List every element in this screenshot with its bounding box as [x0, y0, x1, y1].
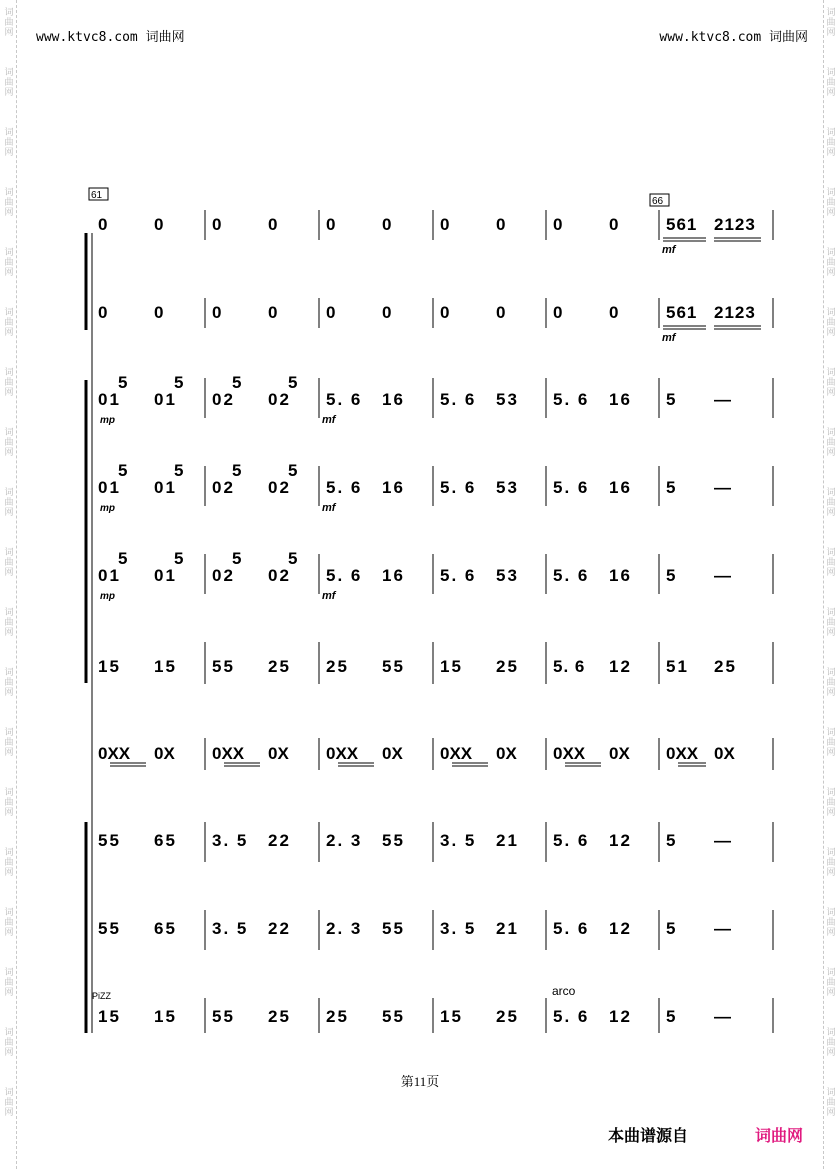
watermark-glyph: 曲 — [4, 378, 14, 388]
watermark-glyph: 词 — [826, 548, 836, 558]
note: 25 — [268, 657, 291, 676]
watermark-glyph: 词 — [4, 248, 14, 258]
watermark-glyph: 词 — [826, 188, 836, 198]
watermark-glyph: 曲 — [826, 558, 836, 568]
note: 25 — [326, 1007, 349, 1026]
watermark-glyph: 词 — [4, 488, 14, 498]
watermark-glyph: 词 — [826, 848, 836, 858]
dynamic-mf: mf — [322, 590, 336, 602]
upper-note: 5 — [288, 461, 298, 480]
note: 53 — [496, 478, 519, 497]
watermark-glyph: 词 — [826, 68, 836, 78]
pizz-label: PiZZ — [92, 991, 111, 1001]
note: 0 — [382, 215, 392, 234]
note: 12 — [609, 919, 632, 938]
watermark-glyph: 网 — [4, 688, 14, 698]
note: 5. 6 — [553, 566, 590, 585]
watermark-glyph: 网 — [826, 328, 836, 338]
note: 561 — [666, 303, 698, 322]
note: 55 — [382, 1007, 405, 1026]
note: 0X — [268, 744, 289, 763]
watermark-glyph: 曲 — [4, 918, 14, 928]
watermark-glyph: 词 — [4, 128, 14, 138]
note: 5 — [666, 919, 678, 938]
note: 65 — [154, 831, 177, 850]
note: 5. 6 — [553, 478, 590, 497]
watermark-glyph: 曲 — [4, 18, 14, 28]
watermark-glyph: 曲 — [826, 1098, 836, 1108]
underlines — [110, 238, 761, 766]
watermark-glyph: 网 — [826, 388, 836, 398]
note: 0 — [440, 215, 450, 234]
note: 25 — [496, 1007, 519, 1026]
watermark-glyph: 曲 — [826, 378, 836, 388]
watermark-glyph: 曲 — [826, 438, 836, 448]
upper-note: 5 — [118, 373, 128, 392]
watermark-glyph: 网 — [826, 448, 836, 458]
note: 0 — [553, 303, 563, 322]
watermark-glyph: 曲 — [4, 798, 14, 808]
note: 5 — [666, 478, 678, 497]
note: 0 — [268, 215, 278, 234]
watermark-glyph: 曲 — [4, 558, 14, 568]
dynamic-mf: mf — [662, 244, 676, 256]
note: 5. 6 — [326, 478, 363, 497]
upper-note: 5 — [232, 373, 242, 392]
note: 0 — [326, 303, 336, 322]
note: 02 — [212, 566, 235, 585]
dynamic-mp: mp — [100, 591, 115, 602]
note: 3. 5 — [212, 831, 249, 850]
watermark-glyph: 词 — [826, 308, 836, 318]
upper-note: 5 — [288, 549, 298, 568]
note: — — [714, 919, 733, 938]
watermark-glyph: 网 — [826, 208, 836, 218]
watermark-glyph: 曲 — [4, 138, 14, 148]
watermark-glyph: 词 — [4, 968, 14, 978]
note: 02 — [268, 478, 291, 497]
note: 01 — [98, 566, 121, 585]
note: 55 — [98, 831, 121, 850]
note: 5. 6 — [440, 566, 477, 585]
note: 5 — [666, 831, 678, 850]
note: 0 — [609, 215, 619, 234]
watermark-glyph: 词 — [826, 1088, 836, 1098]
watermark-glyph: 词 — [4, 8, 14, 18]
watermark-glyph: 网 — [4, 268, 14, 278]
note: — — [714, 831, 733, 850]
note: 5. 6 — [440, 390, 477, 409]
watermark-glyph: 网 — [4, 508, 14, 518]
note: 5. 6 — [553, 1007, 590, 1026]
watermark-glyph: 曲 — [826, 258, 836, 268]
watermark-glyph: 曲 — [4, 978, 14, 988]
watermark-glyph: 网 — [826, 148, 836, 158]
watermark-glyph: 曲 — [826, 738, 836, 748]
lower-strings — [98, 831, 733, 1026]
note: 01 — [98, 390, 121, 409]
note: 5. 6 — [326, 566, 363, 585]
note: 5. 6 — [326, 390, 363, 409]
watermark-glyph: 曲 — [4, 78, 14, 88]
barlines — [205, 210, 773, 1033]
watermark-glyph: 词 — [4, 548, 14, 558]
watermark-glyph: 曲 — [826, 498, 836, 508]
note: — — [714, 390, 733, 409]
watermark-glyph: 网 — [4, 388, 14, 398]
note: 02 — [212, 390, 235, 409]
watermark-glyph: 曲 — [826, 318, 836, 328]
upper-note: 5 — [118, 549, 128, 568]
note: 02 — [268, 566, 291, 585]
note: 25 — [496, 657, 519, 676]
note: 0X — [154, 744, 175, 763]
watermark-glyph: 网 — [4, 448, 14, 458]
watermark-glyph: 曲 — [4, 678, 14, 688]
dynamic-mp: mp — [100, 415, 115, 426]
arco-label: arco — [552, 984, 576, 998]
note: 0XX — [666, 744, 699, 763]
note: 0X — [714, 744, 735, 763]
watermark-glyph: 词 — [4, 1088, 14, 1098]
row-winds-2 — [98, 303, 756, 344]
note: 16 — [609, 478, 632, 497]
watermark-glyph: 网 — [4, 568, 14, 578]
header-site-right[interactable]: www.ktvc8.com 词曲网 — [659, 30, 808, 45]
note: 15 — [98, 1007, 121, 1026]
note: 0 — [212, 215, 222, 234]
watermark-glyph: 曲 — [826, 198, 836, 208]
watermark-glyph: 网 — [4, 928, 14, 938]
watermark-glyph: 词 — [826, 908, 836, 918]
watermark-glyph: 网 — [4, 28, 14, 38]
note: 55 — [382, 831, 405, 850]
upper-note: 5 — [174, 461, 184, 480]
note: 55 — [212, 657, 235, 676]
note: 5 — [666, 390, 678, 409]
note: 01 — [154, 390, 177, 409]
watermark-glyph: 曲 — [826, 978, 836, 988]
watermark-glyph: 网 — [4, 868, 14, 878]
note: 02 — [268, 390, 291, 409]
watermark-glyph: 网 — [826, 508, 836, 518]
note: 0XX — [553, 744, 586, 763]
watermark-glyph: 曲 — [826, 798, 836, 808]
page-number: 第11页 — [400, 1074, 440, 1089]
watermark-glyph: 网 — [4, 1108, 14, 1118]
watermark-glyph: 曲 — [826, 678, 836, 688]
watermark-glyph: 词 — [4, 908, 14, 918]
watermark-glyph: 网 — [4, 88, 14, 98]
note: 0 — [440, 303, 450, 322]
note: 0 — [154, 303, 164, 322]
note: 0 — [382, 303, 392, 322]
note: 15 — [154, 1007, 177, 1026]
watermark-glyph: 词 — [826, 128, 836, 138]
dynamic-mp: mp — [100, 503, 115, 514]
watermark-glyph: 曲 — [4, 258, 14, 268]
upper-note: 5 — [118, 461, 128, 480]
note: 0 — [496, 215, 506, 234]
upper-note: 5 — [174, 549, 184, 568]
dynamic-mf: mf — [322, 502, 336, 514]
note: 15 — [98, 657, 121, 676]
rehearsal-61: 61 — [91, 190, 103, 201]
note: 5. 6 — [553, 390, 590, 409]
watermark-glyph: 词 — [826, 488, 836, 498]
watermark-glyph: 网 — [826, 688, 836, 698]
note: 25 — [326, 657, 349, 676]
note: 01 — [154, 566, 177, 585]
note: 0XX — [98, 744, 131, 763]
note: 0 — [496, 303, 506, 322]
watermark-glyph: 网 — [826, 628, 836, 638]
note: 16 — [382, 390, 405, 409]
watermark-glyph: 网 — [826, 748, 836, 758]
dynamic-mf: mf — [662, 332, 676, 344]
upper-note: 5 — [232, 549, 242, 568]
watermark-glyph: 曲 — [826, 78, 836, 88]
watermark-glyph: 网 — [4, 988, 14, 998]
watermark-glyph: 词 — [4, 728, 14, 738]
watermark-glyph: 词 — [4, 848, 14, 858]
watermark-glyph: 网 — [4, 628, 14, 638]
watermark-glyph: 词 — [4, 68, 14, 78]
watermark-glyph: 网 — [826, 568, 836, 578]
dynamic-mf: mf — [322, 414, 336, 426]
watermark-glyph: 词 — [826, 8, 836, 18]
watermark-glyph: 词 — [4, 428, 14, 438]
note: 15 — [154, 657, 177, 676]
note: 0 — [154, 215, 164, 234]
watermark-glyph: 网 — [4, 208, 14, 218]
note: 53 — [496, 566, 519, 585]
note: 0X — [382, 744, 403, 763]
note: 0 — [326, 215, 336, 234]
row-bass — [98, 657, 737, 676]
note: 12 — [609, 831, 632, 850]
watermark-glyph: 词 — [826, 428, 836, 438]
row-percussion — [98, 744, 735, 763]
note: 25 — [268, 1007, 291, 1026]
watermark-glyph: 网 — [826, 868, 836, 878]
note: 55 — [98, 919, 121, 938]
upper-note: 5 — [174, 373, 184, 392]
watermark-glyph: 网 — [4, 1048, 14, 1058]
note: 01 — [154, 478, 177, 497]
watermark-glyph: 曲 — [4, 738, 14, 748]
note: 0 — [212, 303, 222, 322]
note: 2. 3 — [326, 831, 363, 850]
watermark-glyph: 词 — [826, 608, 836, 618]
note: 01 — [98, 478, 121, 497]
note: 2. 3 — [326, 919, 363, 938]
source-label: 本曲谱源自 — [608, 1128, 689, 1145]
note: 22 — [268, 919, 291, 938]
watermark-glyph: 词 — [826, 668, 836, 678]
note: 12 — [609, 1007, 632, 1026]
watermark-glyph: 网 — [826, 808, 836, 818]
watermark-glyph: 曲 — [4, 1038, 14, 1048]
watermark-glyph: 曲 — [4, 1098, 14, 1108]
note: 2123 — [714, 303, 756, 322]
note: 22 — [268, 831, 291, 850]
watermark-glyph: 词 — [826, 368, 836, 378]
watermark-glyph: 曲 — [826, 918, 836, 928]
watermark-glyph: 词 — [4, 308, 14, 318]
watermark-glyph: 曲 — [4, 498, 14, 508]
note: 0 — [609, 303, 619, 322]
watermark-glyph: 网 — [826, 28, 836, 38]
watermark-glyph: 词 — [826, 248, 836, 258]
note: 65 — [154, 919, 177, 938]
watermark-glyph: 网 — [826, 1108, 836, 1118]
note: 561 — [666, 215, 698, 234]
watermark-glyph: 网 — [826, 268, 836, 278]
note: 21 — [496, 831, 519, 850]
note: 0 — [268, 303, 278, 322]
watermark-glyph: 曲 — [826, 18, 836, 28]
note: 55 — [382, 919, 405, 938]
watermark-glyph: 曲 — [4, 618, 14, 628]
watermark-glyph: 网 — [4, 328, 14, 338]
watermark-glyph: 词 — [4, 368, 14, 378]
note: 3. 5 — [440, 919, 477, 938]
string-rows — [98, 373, 733, 602]
note: 5 — [666, 1007, 678, 1026]
note: 53 — [496, 390, 519, 409]
note: 16 — [609, 566, 632, 585]
header-site-left[interactable]: www.ktvc8.com 词曲网 — [36, 30, 185, 45]
watermark-glyph: 曲 — [826, 1038, 836, 1048]
note: 0XX — [440, 744, 473, 763]
watermark-glyph: 网 — [4, 808, 14, 818]
watermark-glyph: 词 — [4, 188, 14, 198]
watermark-glyph: 词 — [4, 668, 14, 678]
upper-note: 5 — [288, 373, 298, 392]
note: 16 — [382, 478, 405, 497]
note: 0X — [496, 744, 517, 763]
watermark-glyph: 词 — [826, 728, 836, 738]
watermark-glyph: 曲 — [4, 198, 14, 208]
watermark-glyph: 网 — [826, 928, 836, 938]
note: 25 — [714, 657, 737, 676]
note: 5. 6 — [440, 478, 477, 497]
note: 55 — [382, 657, 405, 676]
watermark-glyph: 词 — [826, 968, 836, 978]
watermark-glyph: 词 — [826, 1028, 836, 1038]
note: 0XX — [326, 744, 359, 763]
watermark-glyph: 网 — [4, 748, 14, 758]
watermark-glyph: 曲 — [4, 318, 14, 328]
watermark-glyph: 网 — [826, 88, 836, 98]
watermark-glyph: 网 — [4, 148, 14, 158]
note: 15 — [440, 657, 463, 676]
watermark-glyph: 网 — [826, 988, 836, 998]
note: 51 — [666, 657, 689, 676]
note: — — [714, 1007, 733, 1026]
watermark-glyph: 曲 — [4, 438, 14, 448]
note: 5 — [666, 566, 678, 585]
note: 02 — [212, 478, 235, 497]
note: 0 — [553, 215, 563, 234]
note: — — [714, 478, 733, 497]
note: 2123 — [714, 215, 756, 234]
note: 16 — [609, 390, 632, 409]
note: 3. 5 — [440, 831, 477, 850]
note: 21 — [496, 919, 519, 938]
watermark-glyph: 曲 — [4, 858, 14, 868]
upper-note: 5 — [232, 461, 242, 480]
note: 0 — [98, 215, 108, 234]
note: 5. 6 — [553, 657, 586, 676]
note: 55 — [212, 1007, 235, 1026]
watermark-glyph: 网 — [826, 1048, 836, 1058]
note: 5. 6 — [553, 831, 590, 850]
note: 3. 5 — [212, 919, 249, 938]
note: 5. 6 — [553, 919, 590, 938]
watermark-glyph: 词 — [4, 788, 14, 798]
watermark-glyph: 词 — [826, 788, 836, 798]
watermark-glyph: 曲 — [826, 858, 836, 868]
note: — — [714, 566, 733, 585]
note: 16 — [382, 566, 405, 585]
watermark-glyph: 词 — [4, 608, 14, 618]
note: 0XX — [212, 744, 245, 763]
watermark-glyph: 曲 — [826, 618, 836, 628]
note: 0 — [98, 303, 108, 322]
rehearsal-66: 66 — [652, 196, 664, 207]
row-winds-1 — [98, 215, 756, 256]
watermark-glyph: 曲 — [826, 138, 836, 148]
watermark-glyph: 词 — [4, 1028, 14, 1038]
note: 12 — [609, 657, 632, 676]
brand-link[interactable]: 词曲网 — [755, 1128, 804, 1145]
note: 15 — [440, 1007, 463, 1026]
note: 0X — [609, 744, 630, 763]
